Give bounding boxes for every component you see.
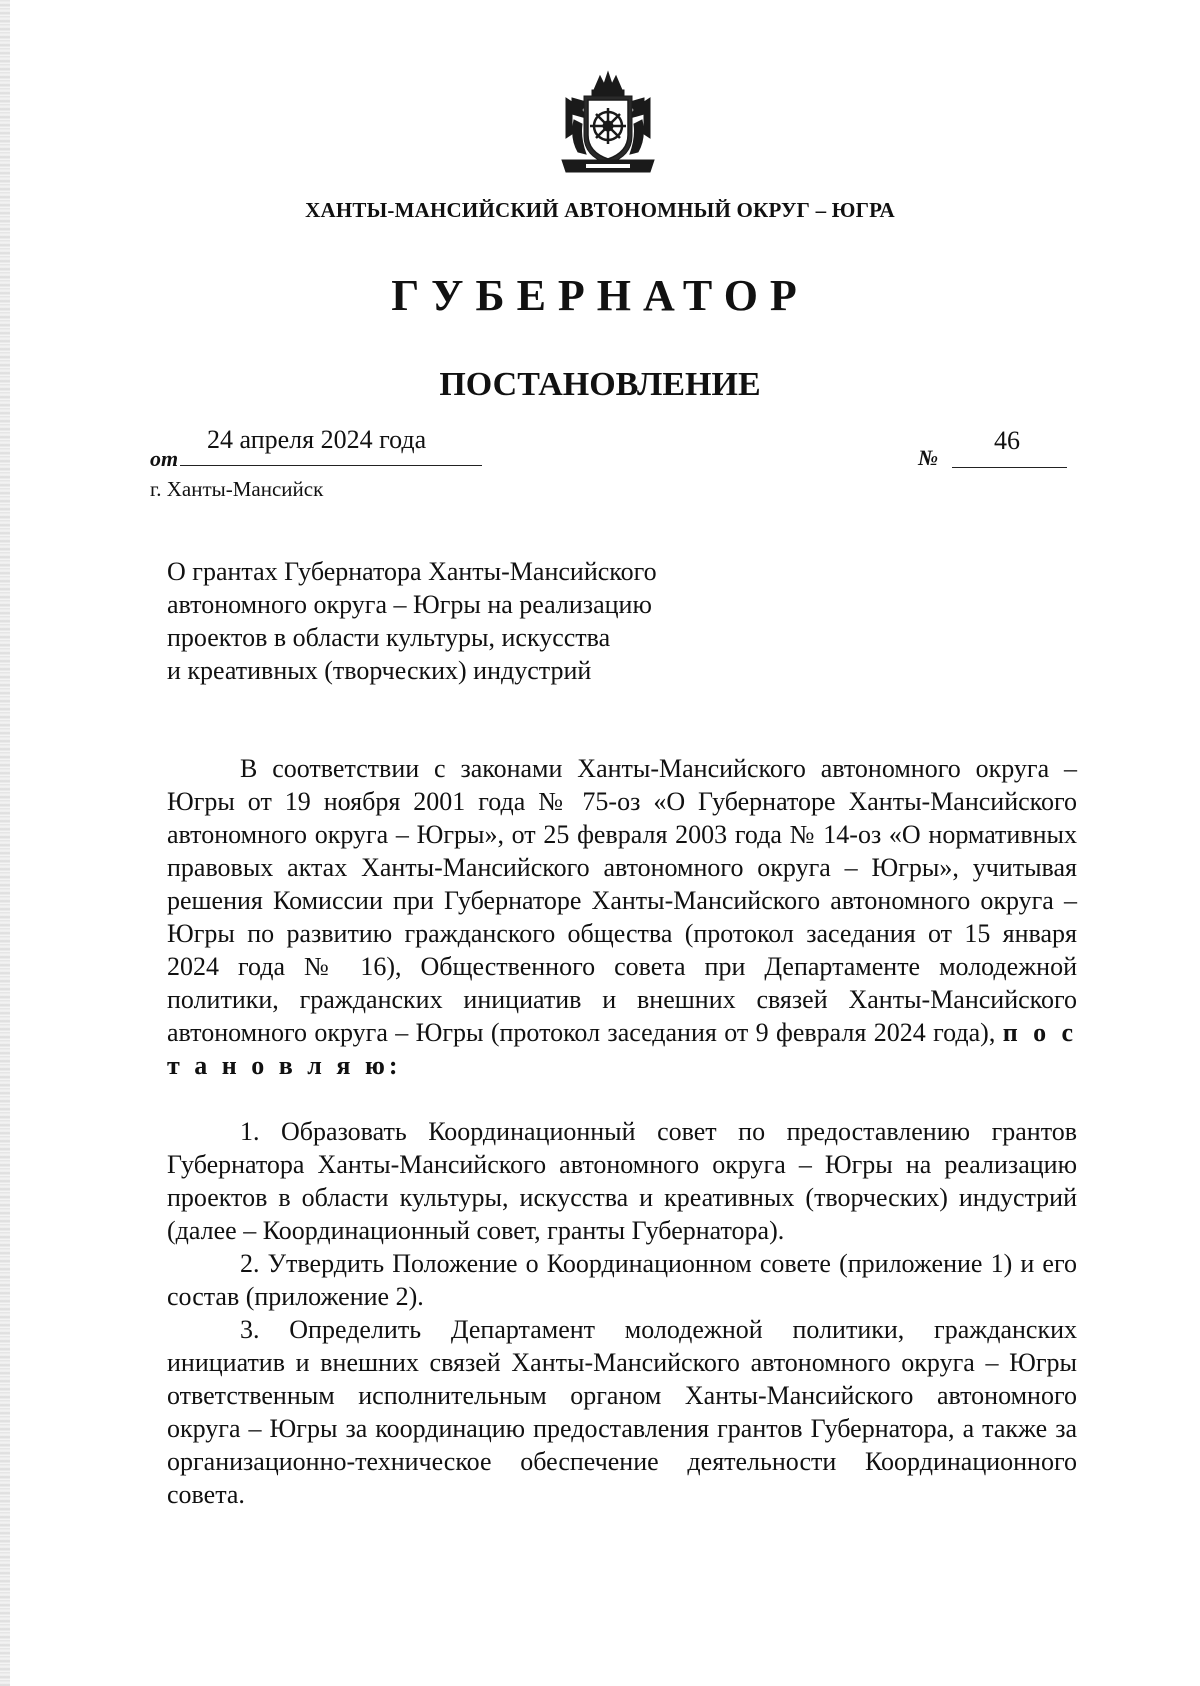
subject-line: О грантах Губернатора Ханты-Мансийского (167, 557, 657, 586)
clause-2: 2. Утвердить Положение о Координационном совете (приложение 1) и его состав (приложение 2). (167, 1249, 1077, 1311)
clause-1: 1. Образовать Координационный совет по предоставлению грантов Губернатора Ханты-Мансийского автономного округа – Югры на реализацию проектов в области культуры, искусства и креативных (творческих) индустрий (далее – Координационный совет, гранты Губернатора). (167, 1117, 1077, 1245)
document-number: 46 (994, 426, 1020, 455)
document-body (167, 752, 1077, 1511)
authority-title: ГУБЕРНАТОР (391, 271, 809, 320)
resolve-word: п о с т а н о в л я ю: (167, 1018, 1077, 1080)
document-date: 24 апреля 2024 года (207, 425, 427, 454)
city-name: г. Ханты-Мансийск (150, 477, 324, 501)
number-label: № (918, 445, 939, 470)
date-underline (180, 465, 482, 466)
preamble-text: В соответствии с законами Ханты-Мансийского автономного округа – Югры от 19 ноября 2001 года № 75-оз «О Губернаторе Ханты-Мансийского автономного округа – Югры», от 25 февраля 2003 года № 14-оз «О нормативных правовых актах Ханты-Мансийского автономного округа – Югры», учитывая решения Комиссии при Губернаторе Ханты-Мансийского автономного округа – Югры по развитию гражданского общества (протокол заседания от 15 января 2024 года № 16), Общественного совета при Департаменте молодежной политики, гражданских инициатив и внешних связей Ханты-Мансийского автономного округа – Югры (протокол заседания от 9 февраля 2024 года), (167, 754, 1077, 1047)
subject-line: проектов в области культуры, искусства (167, 623, 611, 652)
number-underline (952, 467, 1067, 468)
clause-3: 3. Определить Департамент молодежной политики, гражданских инициатив и внешних связей Ханты-Мансийского автономного округа – Югры ответственным исполнительным органом Ханты-Мансийского автономного округа – Югры за координацию предоставления грантов Губернатора, а также за организационно-техническое обеспечение деятельности Координационного совета. (167, 1315, 1077, 1509)
coat-of-arms-emblem (552, 68, 664, 178)
subject-line: автономного округа – Югры на реализацию (167, 590, 652, 619)
scan-edge-artifact (0, 0, 10, 1686)
document-type: ПОСТАНОВЛЕНИЕ (439, 366, 761, 403)
date-label: от (150, 446, 179, 471)
document-subject (167, 555, 787, 687)
subject-line: и креативных (творческих) индустрий (167, 656, 592, 685)
preamble-paragraph (167, 752, 1077, 1082)
region-title: ХАНТЫ-МАНСИЙСКИЙ АВТОНОМНЫЙ ОКРУГ – ЮГРА (305, 198, 895, 222)
